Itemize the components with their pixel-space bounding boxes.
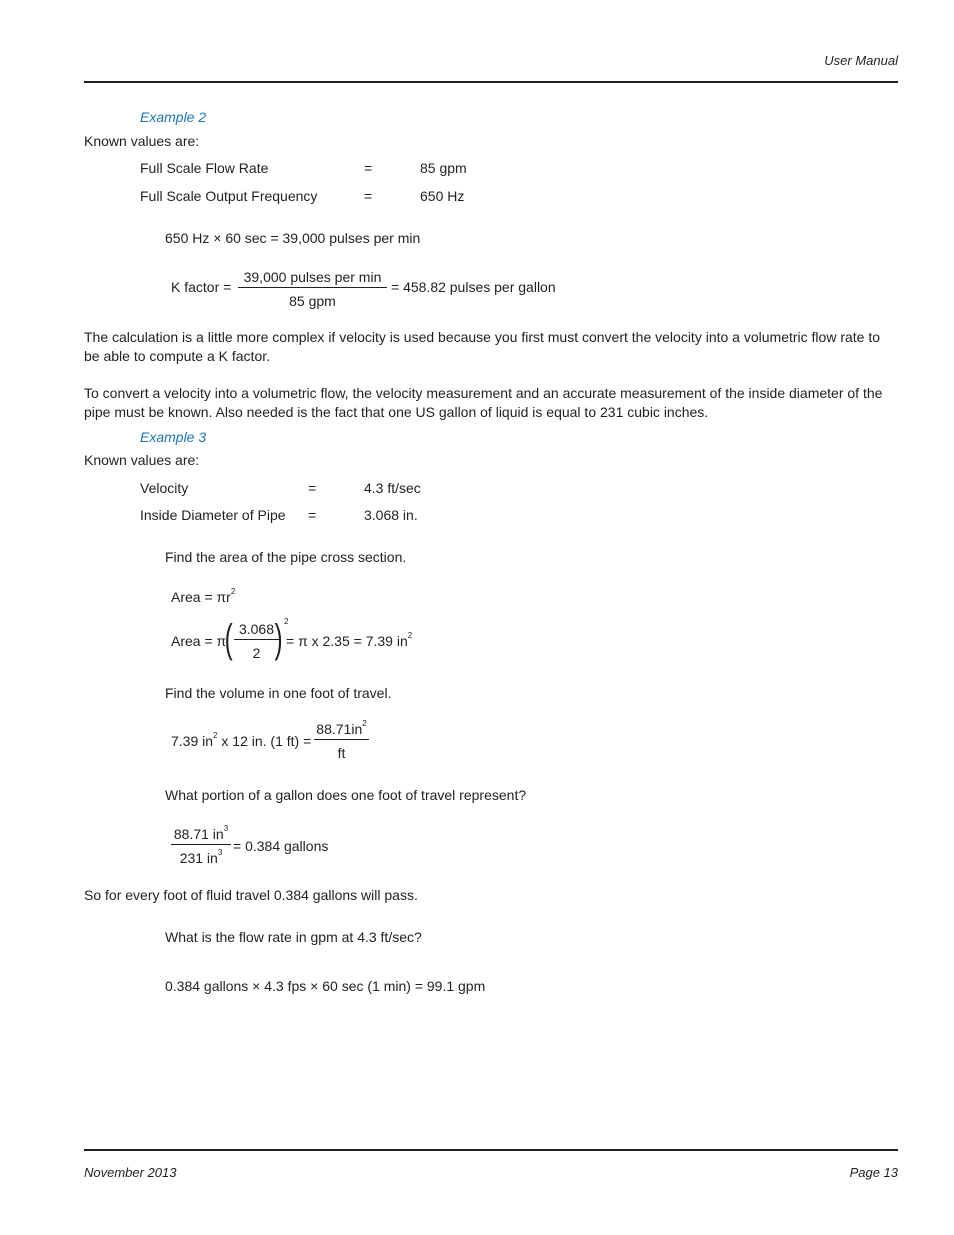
known-value: 85 gpm [420, 160, 467, 176]
final-flow-rate-equation: 0.384 gallons × 4.3 fps × 60 sec (1 min) = 99.1 gpm [165, 978, 486, 994]
header-title: User Manual [824, 53, 898, 68]
known-value: 3.068 in. [364, 507, 418, 523]
known-value-label: Velocity [140, 480, 189, 496]
header-rule [84, 81, 898, 83]
known-value-equals: = [308, 507, 317, 523]
k-factor-label: K factor = [171, 279, 232, 295]
known-value: 650 Hz [420, 188, 465, 204]
example-2-heading: Example 2 [140, 109, 207, 125]
footer-page-number: Page 13 [849, 1165, 898, 1180]
step-find-volume: Find the volume in one foot of travel. [165, 685, 392, 701]
area-equation-label: Area = π [171, 633, 227, 649]
step-flow-rate: What is the flow rate in gpm at 4.3 ft/sec? [165, 929, 422, 945]
gallon-numerator: 88.71 $in^3$ [171, 826, 231, 845]
footer-rule [84, 1149, 898, 1151]
gallon-result: = 0.384 gallons [233, 838, 329, 854]
step-find-area: Find the area of the pipe cross section. [165, 549, 407, 565]
known-value: 4.3 ft/sec [364, 480, 421, 496]
k-factor-fraction [238, 269, 387, 309]
area-numerator: 3.068 [234, 621, 279, 640]
known-value-label: Full Scale Output Frequency [140, 188, 318, 204]
right-paren: ) [274, 617, 283, 661]
k-factor-result: = 458.82 pulses per gallon [391, 279, 556, 295]
velocity-complexity-paragraph: The calculation is a little more complex if velocity is used because you first must convert the velocity into a volumetric flow rate to be able to compute a K factor. [84, 329, 881, 364]
volume-numerator: $88.71in^2$ [314, 721, 369, 740]
summary-text: So for every foot of fluid travel 0.384 gallons will pass. [84, 887, 418, 903]
example-3-heading: Example 3 [140, 429, 207, 445]
example-2-known-label: Known values are: [84, 133, 200, 149]
area-fraction [234, 621, 279, 661]
volume-fraction [314, 721, 369, 761]
left-paren: ( [224, 617, 233, 661]
area-exponent: 2 [284, 617, 289, 626]
gallon-denominator: 231 $in^3$ [179, 848, 223, 866]
pulses-per-min-equation: 650 Hz × 60 sec = 39,000 pulses per min [165, 230, 421, 246]
known-value-label: Full Scale Flow Rate [140, 160, 269, 176]
example-3-known-label: Known values are: [84, 452, 200, 468]
k-factor-denominator: 85 gpm [289, 293, 336, 309]
gallon-fraction [171, 826, 231, 866]
area-denominator: 2 [252, 645, 261, 661]
footer-date: November 2013 [84, 1165, 177, 1180]
step-gallon-portion: What portion of a gallon does one foot of travel represent? [165, 787, 527, 803]
area-result: = π x 2.35 = 7.39 $in^2$ [286, 631, 413, 649]
volume-denominator: ft [337, 745, 346, 761]
volume-equation-left: 7.39 $in^2$ x 12 in. (1 ft) = [171, 731, 312, 749]
known-value-label: Inside Diameter of Pipe [140, 507, 286, 523]
known-value-equals: = [308, 480, 317, 496]
known-value-equals: = [364, 188, 373, 204]
area-formula: Area = $\pi r^2$ [171, 587, 236, 605]
volumetric-conversion-paragraph: To convert a velocity into a volumetric flow, the velocity measurement and an accurate measurement of the inside diameter of the pipe must be known. Also needed is the fact that one US gallon of liquid is equal to 231 cubic inches. [84, 385, 883, 420]
k-factor-numerator: 39,000 pulses per min [238, 269, 387, 288]
known-value-equals: = [364, 160, 373, 176]
